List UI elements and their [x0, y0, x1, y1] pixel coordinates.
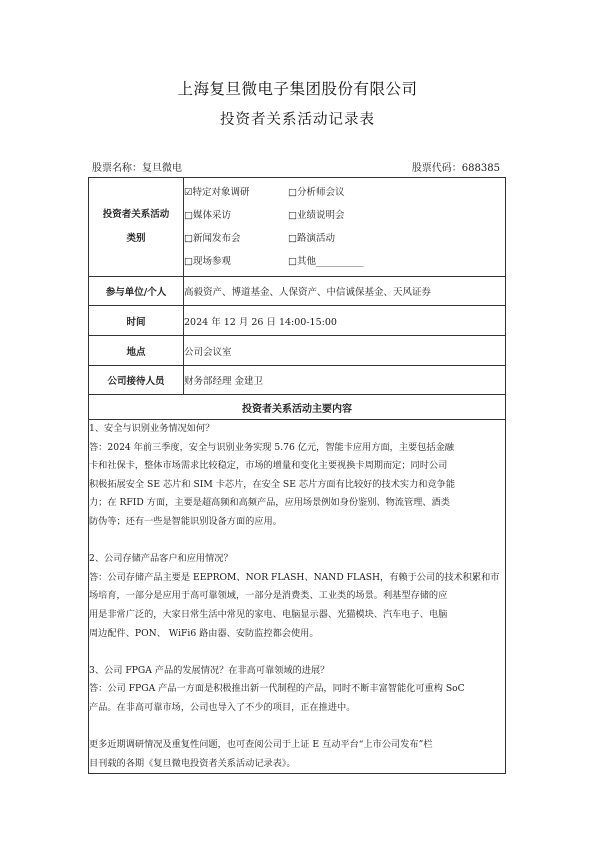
participants-label: 参与单位/个人	[89, 277, 184, 306]
option-press-conference: □新闻发布会	[184, 233, 241, 244]
answer-2-line-1: 答：公司存储产品主要是 EEPROM、NOR FLASH、NAND FLASH，有赖于公司的技术积累和市	[89, 571, 500, 583]
option-other: □其他__________	[288, 256, 364, 267]
document-title: 投资者关系活动记录表	[220, 112, 375, 128]
stock-name: 股票名称：复旦微电	[92, 163, 182, 174]
answer-2-line-4: 周边配件、PON、 WiFi6 路由器、安防监控都会使用。	[89, 627, 319, 639]
activity-type-options	[184, 178, 506, 277]
stock-info-row	[92, 159, 500, 174]
location-label: 地点	[89, 336, 184, 366]
option-media-interview: □媒体采访	[184, 210, 231, 221]
spacer	[89, 643, 505, 662]
activity-type-label-line1: 投资者关系活动	[102, 209, 170, 220]
activity-type-row	[89, 178, 506, 277]
answer-1-line-3: 积极拓展安全 SE 芯片和 SIM 卡芯片，在安全 SE 芯片方面有比较好的技术实力和竞争能	[89, 478, 456, 490]
record-table	[88, 177, 506, 774]
time-label: 时间	[89, 306, 184, 336]
main-content-row	[89, 420, 506, 774]
company-name: 上海复旦微电子集团股份有限公司	[177, 80, 418, 98]
question-2: 2、公司存储产品客户和应用情况？	[89, 553, 233, 565]
answer-3-line-2: 产品。在非高可靠市场，公司也导入了不少的项目，正在推进中。	[89, 701, 356, 713]
answer-1-line-1: 答：2024 年前三季度，安全与识别业务实现 5.76 亿元，智能卡应用方面，主要包括金融	[89, 441, 454, 453]
main-section-header-row	[89, 395, 506, 420]
option-analyst-meeting: □分析师会议	[288, 187, 345, 198]
activity-type-label-line2: 类别	[126, 233, 146, 244]
time-row	[89, 306, 506, 336]
question-3: 3、公司 FPGA 产品的发展情况？在非高可靠领域的进展？	[89, 664, 330, 676]
activity-type-label	[89, 178, 184, 277]
more-info-line-1: 更多近期调研情况及重复性问题，也可查阅公司于上证 E 互动平台“上市公司发布”栏	[89, 739, 433, 751]
location-row	[89, 336, 506, 366]
reception-value: 财务部经理 金建卫	[184, 366, 506, 395]
answer-1-line-2: 卡和社保卡，整体市场需求比较稳定，市场的增量和变化主要视换卡周期而定；同时公司	[89, 460, 448, 472]
main-section-title: 投资者关系活动主要内容	[89, 395, 506, 420]
participants-value: 高毅资产、博道基金、人保资产、中信诚保基金、天风证券	[184, 277, 506, 306]
main-content	[89, 420, 506, 774]
option-roadshow: □路演活动	[288, 233, 335, 244]
question-1: 1、安全与识别业务情况如何？	[89, 423, 215, 434]
participants-row	[89, 277, 506, 306]
location-value: 公司会议室	[184, 336, 506, 366]
option-earnings-call: □业绩说明会	[288, 210, 345, 221]
time-value: 2024 年 12 月 26 日 14:00-15:00	[184, 306, 506, 336]
spacer	[89, 718, 505, 737]
answer-2-line-3: 用是非常广泛的，大家日常生活中常见的家电、电脑显示器、光猫模块、汽车电子、电脑	[89, 608, 448, 620]
answer-2-line-2: 场培育，一部分是应用于高可靠领域，一部分是消费类、工业类的场景。利基型存储的应	[89, 590, 448, 602]
stock-code: 股票代码：688385	[411, 163, 500, 174]
option-specific-research: ☑特定对象调研	[184, 187, 250, 198]
reception-label: 公司接待人员	[89, 366, 184, 395]
spacer	[89, 532, 505, 551]
more-info-line-2: 目刊载的各期《复旦微电投资者关系活动记录表》。	[89, 757, 296, 769]
reception-row	[89, 366, 506, 395]
option-site-visit: □现场参观	[184, 256, 231, 267]
answer-1-line-5: 防伪等；还有一些是智能识别设备方面的应用。	[89, 515, 282, 527]
answer-1-line-4: 力；在 RFID 方面，主要是超高频和高频产品，应用场景例如身份鉴别、物流管理、酒类	[89, 497, 450, 509]
answer-3-line-1: 答：公司 FPGA 产品一方面是积极推出新一代制程的产品，同时不断丰富智能化可重构 SoC	[89, 683, 465, 695]
